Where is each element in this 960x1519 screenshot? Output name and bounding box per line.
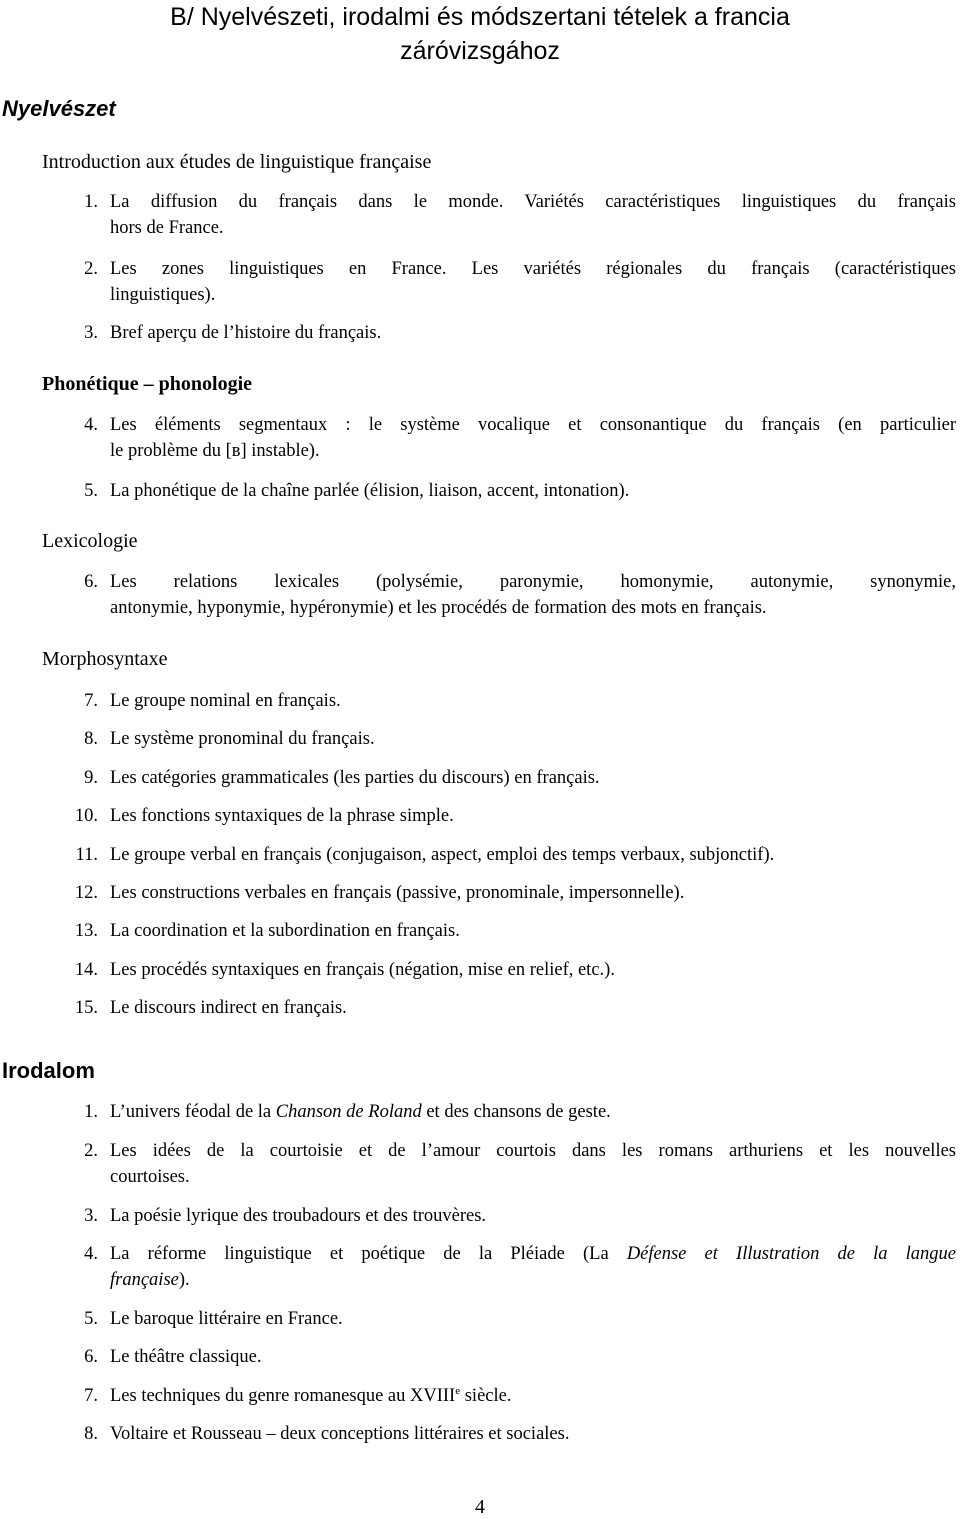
subsection-heading-lexicologie: Lexicologie	[42, 530, 138, 552]
item-text: et des chansons de geste.	[421, 1102, 611, 1122]
item-number: 2.	[84, 1141, 98, 1161]
page-number: 4	[475, 1496, 485, 1518]
item-text-line: antonymie, hyponymie, hypéronymie) et les procédés de formation des mots en français.	[110, 598, 767, 618]
item-text-line: Les idées de la courtoisie et de l’amour courtois dans les romans arthuriens et les nouvelles	[110, 1141, 956, 1161]
item-number: 10.	[74, 806, 98, 826]
item-text-line: courtoises.	[110, 1167, 190, 1187]
item-text-line: La phonétique de la chaîne parlée (élision, liaison, accent, intonation).	[110, 481, 630, 501]
title-line-1: B/ Nyelvészeti, irodalmi és módszertani tételek a francia	[170, 3, 790, 31]
item-text-line: Le système pronominal du français.	[110, 729, 375, 749]
item-text-line: linguistiques).	[110, 285, 216, 305]
work-title: Chanson de Roland	[275, 1102, 422, 1122]
item-text: L’univers féodal de la	[110, 1102, 276, 1122]
item-text-line: La coordination et la subordination en français.	[110, 921, 460, 941]
item-number: 13.	[74, 921, 98, 941]
superscript: e	[455, 1384, 461, 1397]
item-text-line: le problème du [ʙ] instable).	[110, 441, 320, 461]
item-text-line: Le groupe verbal en français (conjugaison, aspect, emploi des temps verbaux, subjonctif).	[110, 845, 775, 865]
work-title: Défense et Illustration de la langue	[626, 1244, 956, 1264]
item-text-line: Les fonctions syntaxiques de la phrase simple.	[110, 806, 454, 826]
item-number: 15.	[74, 998, 98, 1018]
item-number: 1.	[84, 192, 98, 212]
item-number: 14.	[74, 960, 98, 980]
document-title	[0, 0, 960, 68]
item-text-line: La diffusion du français dans le monde. Variétés caractéristiques linguistiques du français	[110, 192, 956, 212]
item-text-line: Le discours indirect en français.	[110, 998, 347, 1018]
subsection-heading-phonetique: Phonétique – phonologie	[42, 373, 253, 395]
item-text-line: Voltaire et Rousseau – deux conceptions littéraires et sociales.	[110, 1424, 570, 1444]
item-number: 4.	[84, 415, 98, 435]
item-number: 5.	[84, 481, 98, 501]
item-text-line: Les procédés syntaxiques en français (négation, mise en relief, etc.).	[110, 960, 615, 980]
item-number: 6.	[84, 1347, 98, 1367]
subsection-heading-morphosyntaxe: Morphosyntaxe	[42, 648, 168, 670]
item-number: 2.	[84, 259, 98, 279]
item-number: 11.	[75, 845, 98, 865]
item-number: 3.	[84, 1206, 98, 1226]
subsection-heading-introduction: Introduction aux études de linguistique française	[42, 151, 432, 173]
item-text: ).	[178, 1270, 190, 1290]
item-text-line: Le groupe nominal en français.	[110, 691, 341, 711]
item-text: Les techniques du genre romanesque au XVIII	[110, 1386, 456, 1406]
item-text: La réforme linguistique et poétique de la Pléiade (La	[110, 1244, 627, 1264]
item-text-line: Les constructions verbales en français (passive, pronominale, impersonnelle).	[110, 883, 685, 903]
title-line-2: záróvizsgához	[400, 37, 560, 65]
item-number: 1.	[84, 1102, 98, 1122]
item-number: 5.	[84, 1309, 98, 1329]
item-text-line: La poésie lyrique des troubadours et des trouvères.	[110, 1206, 487, 1226]
item-number: 9.	[84, 768, 98, 788]
item-text-line: Les éléments segmentaux : le système vocalique et consonantique du français (en particulier	[110, 415, 956, 435]
item-number: 7.	[84, 1386, 98, 1406]
item-number: 6.	[84, 572, 98, 592]
item-text: siècle.	[460, 1386, 512, 1406]
item-number: 12.	[74, 883, 98, 903]
item-number: 3.	[84, 323, 98, 343]
item-number: 8.	[84, 1424, 98, 1444]
item-text-line: Les relations lexicales (polysémie, paronymie, homonymie, autonymie, synonymie,	[110, 572, 956, 592]
section-heading-nyelveszet: Nyelvészet	[2, 96, 116, 121]
item-text-line: Le baroque littéraire en France.	[110, 1309, 343, 1329]
item-text-line: Bref aperçu de l’histoire du français.	[110, 323, 382, 343]
item-text-line: Le théâtre classique.	[110, 1347, 262, 1367]
work-title: française	[110, 1270, 179, 1290]
item-number: 8.	[84, 729, 98, 749]
item-number: 7.	[84, 691, 98, 711]
item-text-line: hors de France.	[110, 218, 224, 238]
item-number: 4.	[84, 1244, 98, 1264]
item-text-line: Les zones linguistiques en France. Les variétés régionales du français (caractéristiques	[110, 259, 956, 279]
section-heading-irodalom: Irodalom	[2, 1058, 95, 1083]
item-text-line: Les catégories grammaticales (les parties du discours) en français.	[110, 768, 600, 788]
